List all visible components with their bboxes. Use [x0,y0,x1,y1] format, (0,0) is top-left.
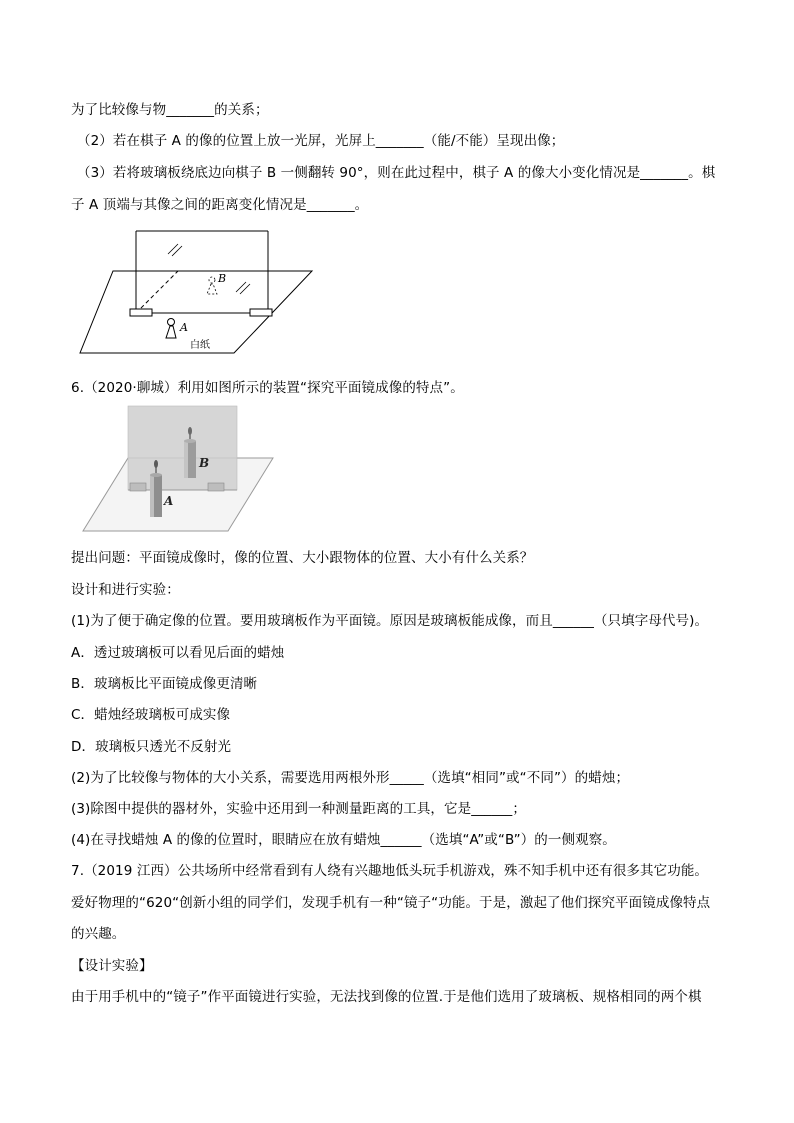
question-6-3: (3)除图中提供的器材外，实验中还用到一种测量距离的工具，它是______； [71,801,526,817]
text-line: 提出问题：平面镜成像时，像的位置、大小跟物体的位置、大小有什么关系？ [71,550,534,566]
candle-mirror-figure [80,403,276,534]
question-6-title: 6.（2020·聊城）利用如图所示的装置“探究平面镜成像的特点”。 [71,380,464,396]
option-b: B．玻璃板比平面镜成像更清晰 [71,676,258,692]
label-b: B [218,272,227,285]
text-line: 由于用手机中的“镜子”作平面镜进行实验，无法找到像的位置.于是他们选用了玻璃板、规格相同的两个棋 [71,989,702,1005]
question-2: （2）若在棋子 A 的像的位置上放一光屏，光屏上_______（能/不能）呈现出像； [77,133,565,149]
question-6-2: (2)为了比较像与物体的大小关系，需要选用两根外形_____（选填“相同”或“不同”）的蜡烛； [71,770,630,786]
option-d: D．玻璃板只透光不反射光 [71,739,232,755]
question-3: （3）若将玻璃板绕底边向棋子 B 一侧翻转 90°，则在此过程中，棋子 A 的像大小变化情况是_______。棋 [77,165,716,181]
question-6-1: (1)为了便于确定像的位置。要用玻璃板作为平面镜。原因是玻璃板能成像，而且______（只填字母代号)。 [71,613,709,629]
question-7-title: 7.（2019 江西）公共场所中经常看到有人绕有兴趣地低头玩手机游戏，殊不知手机中还有很多其它功能。 [71,863,709,879]
option-c: C．蜡烛经玻璃板可成实像 [71,707,231,723]
section-heading: 【设计实验】 [71,958,153,974]
text-line: 子 A 顶端与其像之间的距离变化情况是_______。 [71,197,369,213]
text-line: 的兴趣。 [71,926,126,942]
label-b: B [199,456,210,470]
label-a: A [180,321,188,334]
label-a: A [164,494,174,508]
text-line: 设计和进行实验： [71,582,180,598]
option-a: A．透过玻璃板可以看见后面的蜡烛 [71,645,285,661]
chess-mirror-figure [78,228,320,356]
text-line: 为了比较像与物_______的关系； [71,102,269,118]
question-6-4: (4)在寻找蜡烛 A 的像的位置时，眼睛应在放有蜡烛______（选填“A”或“B”）的一侧观察。 [71,832,616,848]
paper-label: 白纸 [190,340,210,351]
text-line: 爱好物理的“620“创新小组的同学们，发现手机有一种“镜子“功能。于是，激起了他们探究平面镜成像特点 [71,895,711,911]
